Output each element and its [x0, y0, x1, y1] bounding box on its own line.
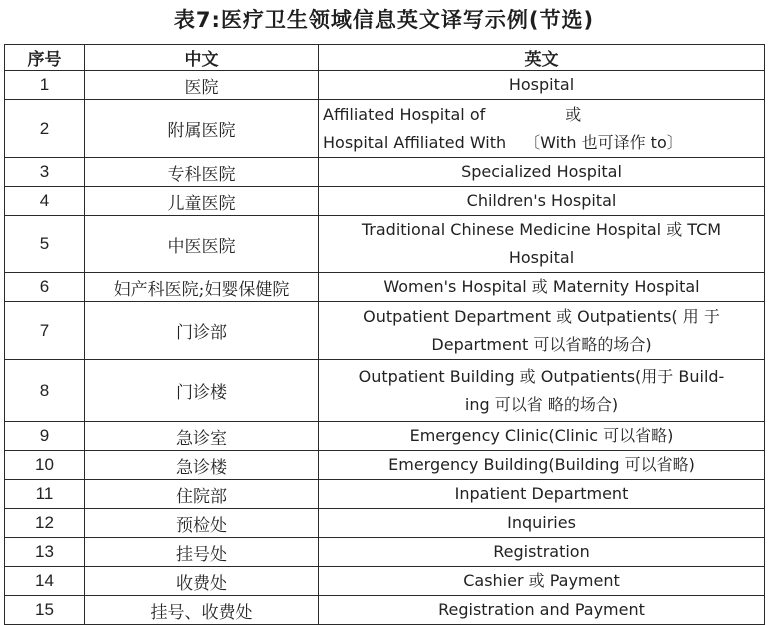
table-title: 表7:医疗卫生领域信息英文译写示例(节选) — [173, 8, 595, 32]
table-row — [5, 216, 765, 273]
table-row — [5, 187, 765, 216]
row-number: 5 — [5, 216, 85, 273]
english-line-1: Outpatient Building 或 Outpatients(用于 Build- — [358, 366, 725, 386]
table-row — [5, 596, 765, 625]
english-term — [319, 216, 765, 273]
table-row — [5, 158, 765, 187]
chinese-term: 预检处 — [85, 509, 319, 538]
row-number: 2 — [5, 100, 85, 158]
english-line-2: Hospital — [508, 248, 575, 267]
chinese-term: 儿童医院 — [85, 187, 319, 216]
chinese-term: 急诊楼 — [85, 451, 319, 480]
chinese-term: 门诊部 — [85, 302, 319, 360]
table-row — [5, 451, 765, 480]
row-number: 13 — [5, 538, 85, 567]
chinese-term: 专科医院 — [85, 158, 319, 187]
chinese-term: 住院部 — [85, 480, 319, 509]
english-term: Hospital — [319, 71, 765, 100]
english-term: Registration and Payment — [319, 596, 765, 625]
english-term: Cashier 或 Payment — [319, 567, 765, 596]
english-term: Registration — [319, 538, 765, 567]
chinese-term: 中医医院 — [85, 216, 319, 273]
table-row — [5, 273, 765, 302]
english-term — [319, 360, 765, 422]
english-line-2: Department 可以省略的场合) — [431, 334, 652, 354]
english-line-1: Traditional Chinese Medicine Hospital 或 TCM — [361, 220, 722, 239]
chinese-term: 附属医院 — [85, 100, 319, 158]
english-term: Women's Hospital 或 Maternity Hospital — [319, 273, 765, 302]
table-row — [5, 480, 765, 509]
header-chinese: 中文 — [85, 45, 319, 71]
table-row — [5, 567, 765, 596]
english-term: Children's Hospital — [319, 187, 765, 216]
english-line-1: Affiliated Hospital of — [323, 104, 486, 124]
row-number: 8 — [5, 360, 85, 422]
row-number: 9 — [5, 422, 85, 451]
english-note: 〔With 也可译作 to〕 — [524, 132, 683, 152]
table-row — [5, 538, 765, 567]
english-term — [319, 302, 765, 360]
row-number: 12 — [5, 509, 85, 538]
row-number: 14 — [5, 567, 85, 596]
english-or: 或 — [565, 104, 582, 124]
chinese-term: 收费处 — [85, 567, 319, 596]
row-number: 10 — [5, 451, 85, 480]
translation-table — [4, 44, 765, 625]
row-number: 15 — [5, 596, 85, 625]
table-row — [5, 302, 765, 360]
row-number: 1 — [5, 71, 85, 100]
table-row — [5, 100, 765, 158]
english-line-2: ing 可以省 略的场合) — [464, 394, 619, 414]
chinese-term: 门诊楼 — [85, 360, 319, 422]
english-term: Inpatient Department — [319, 480, 765, 509]
table-row — [5, 71, 765, 100]
english-term: Emergency Clinic(Clinic 可以省略) — [319, 422, 765, 451]
chinese-term: 挂号处 — [85, 538, 319, 567]
chinese-term: 急诊室 — [85, 422, 319, 451]
chinese-term: 挂号、收费处 — [85, 596, 319, 625]
row-number: 6 — [5, 273, 85, 302]
english-term — [319, 100, 765, 158]
table-row — [5, 509, 765, 538]
english-term: Emergency Building(Building 可以省略) — [319, 451, 765, 480]
english-line-1: Outpatient Department 或 Outpatients( 用 于 — [363, 306, 720, 326]
chinese-term: 妇产科医院;妇婴保健院 — [85, 273, 319, 302]
table-row — [5, 422, 765, 451]
english-term: Inquiries — [319, 509, 765, 538]
table-header-row — [5, 45, 765, 71]
header-no: 序号 — [5, 45, 85, 71]
chinese-term: 医院 — [85, 71, 319, 100]
row-number: 7 — [5, 302, 85, 360]
row-number: 11 — [5, 480, 85, 509]
english-term: Specialized Hospital — [319, 158, 765, 187]
header-english: 英文 — [319, 45, 765, 71]
table-row — [5, 360, 765, 422]
english-line-2: Hospital Affiliated With — [323, 132, 507, 152]
row-number: 4 — [5, 187, 85, 216]
row-number: 3 — [5, 158, 85, 187]
